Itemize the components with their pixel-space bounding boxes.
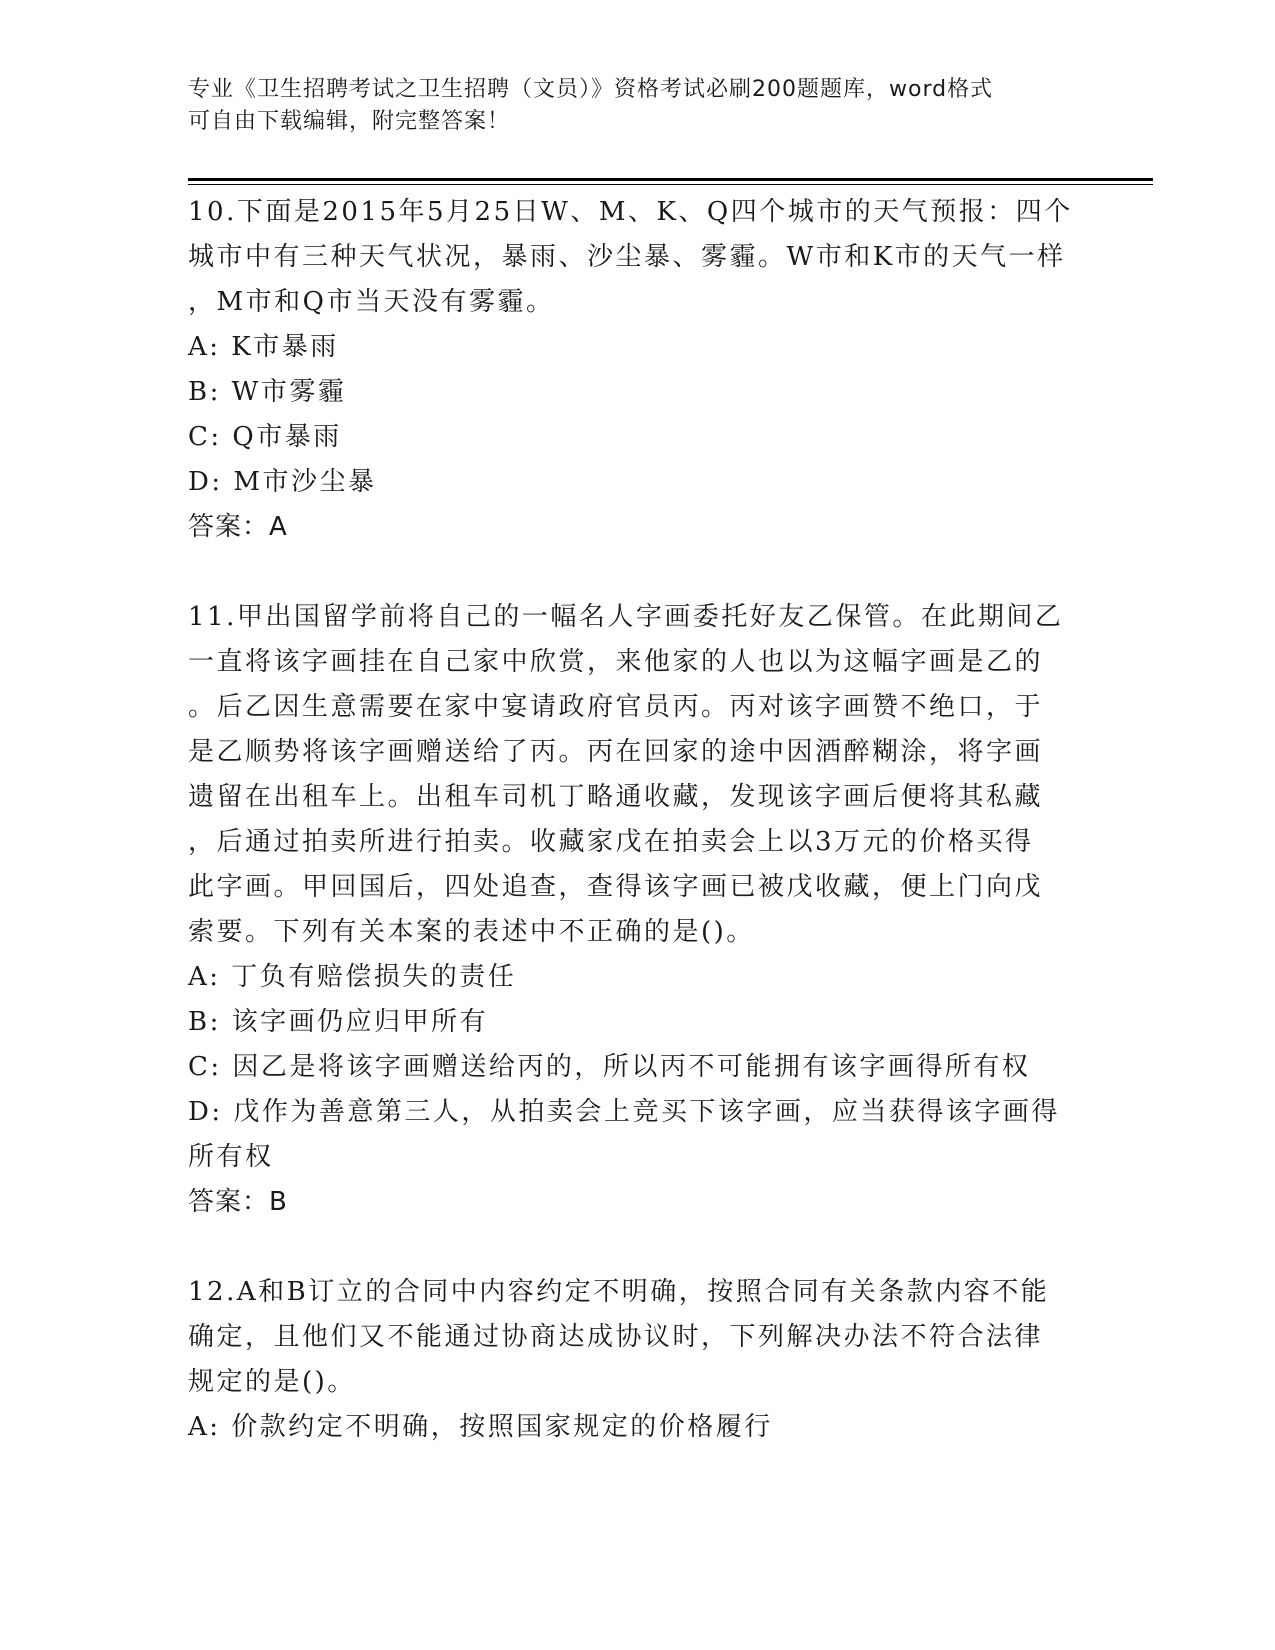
question-stem-line: 遗留在出租车上。出租车司机丁略通收藏，发现该字画后便将其私藏 [188,782,1044,812]
header-line-1: 专业《卫生招聘考试之卫生招聘（文员）》资格考试必刷200题题库，word格式 [188,77,994,102]
option-b: B: 该字画仍应归甲所有 [188,1007,489,1037]
option-d: D: M市沙尘暴 [188,467,377,497]
question-12 [188,1270,1088,1450]
question-stem-line: 是乙顺势将该字画赠送给了丙。丙在回家的途中因酒醉糊涂，将字画 [188,737,1044,767]
question-stem-line: 一直将该字画挂在自己家中欣赏，来他家的人也以为这幅字画是乙的 [188,647,1044,677]
question-stem-line: 索要。下列有关本案的表述中不正确的是()。 [188,917,755,947]
question-stem-line: 此字画。甲回国后，四处追查，查得该字画已被戊收藏，便上门向戊 [188,872,1044,902]
answer-line: 答案：A [188,512,288,542]
question-stem-line: 城市中有三种天气状况，暴雨、沙尘暴、雾霾。W市和K市的天气一样 [188,242,1066,272]
answer-line: 答案：B [188,1187,288,1217]
option-d-continued: 所有权 [188,1142,274,1172]
option-a: A: 丁负有赔偿损失的责任 [188,962,517,992]
option-a: A: 价款约定不明确，按照国家规定的价格履行 [188,1412,773,1442]
question-10 [188,190,1088,550]
header-rule-thick [188,178,1153,181]
question-stem-line: 11.甲出国留学前将自己的一幅名人字画委托好友乙保管。在此期间乙 [188,602,1064,632]
option-b: B: W市雾霾 [188,377,347,407]
question-stem-line: ，后通过拍卖所进行拍卖。收藏家戊在拍卖会上以3万元的价格买得 [188,827,1034,857]
option-a: A: K市暴雨 [188,332,339,362]
question-stem-line: 12.A和B订立的合同中内容约定不明确，按照合同有关条款内容不能 [188,1277,1050,1307]
question-stem-line: 。后乙因生意需要在家中宴请政府官员丙。丙对该字画赞不绝口，于 [188,692,1044,722]
header-line-2: 可自由下载编辑，附完整答案！ [188,109,511,134]
question-11 [188,595,1088,1225]
question-spacer [188,1225,1088,1270]
question-spacer [188,550,1088,595]
question-stem-line: 确定，且他们又不能通过协商达成协议时，下列解决办法不符合法律 [188,1322,1044,1352]
question-list [188,190,1088,1450]
option-c: C: Q市暴雨 [188,422,342,452]
header-rule-thin [188,184,1153,185]
document-header [188,74,1068,138]
option-c: C: 因乙是将该字画赠送给丙的，所以丙不可能拥有该字画得所有权 [188,1052,1031,1082]
question-stem-line: 10.下面是2015年5月25日W、M、K、Q四个城市的天气预报：四个 [188,197,1073,227]
question-stem-line: ，M市和Q市当天没有雾霾。 [188,287,555,317]
option-d: D: 戊作为善意第三人，从拍卖会上竞买下该字画，应当获得该字画得 [188,1097,1060,1127]
question-stem-line: 规定的是()。 [188,1367,356,1397]
